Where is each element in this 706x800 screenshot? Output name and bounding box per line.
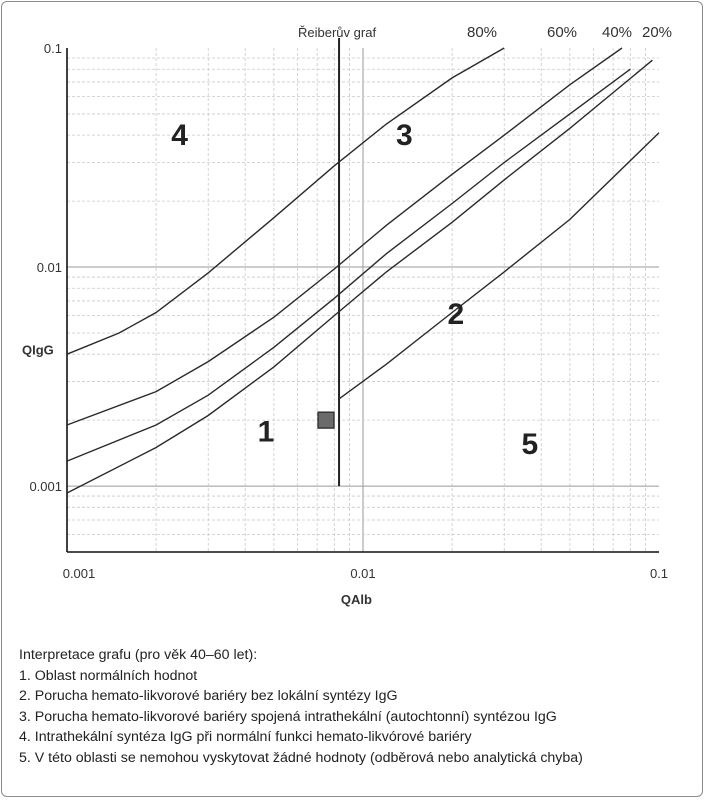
region-label-3: 3 [396, 119, 413, 153]
legend-item-5: 5. V této oblasti se nemohou vyskytovat žádné hodnoty (odběrová nebo analytická chyba) [19, 749, 583, 766]
interpretation-legend [19, 645, 699, 768]
legend-item-1: 1. Oblast normálních hodnot [19, 667, 198, 684]
y-tick-label: 0.01 [36, 260, 62, 276]
region-label-4: 4 [171, 119, 188, 153]
series-line-3 [67, 69, 630, 461]
series-label-2: 60% [546, 24, 578, 41]
sample-marker [318, 412, 334, 428]
y-tick-label: 0.001 [29, 479, 62, 495]
y-tick-label: 0.1 [43, 41, 62, 56]
region-label-1: 1 [257, 415, 275, 449]
series-label-3: 40% [601, 24, 633, 41]
legend-item-3: 3. Porucha hemato-likvorové bariéry spojená intrathekální (autochtonní) syntézou IgG [19, 708, 557, 725]
region-label-2: 2 [447, 297, 465, 331]
y-axis-label: QIgG [22, 342, 54, 358]
legend-item-2: 2. Porucha hemato-likvorové bariéry bez lokální syntézy IgG [19, 688, 398, 704]
series-line-5 [339, 133, 659, 399]
x-tick-label: 0.01 [350, 566, 376, 581]
chart-title: Řeiberův graf [298, 25, 377, 40]
series-label-1: 80% [466, 24, 498, 41]
legend-title: Interpretace grafu (pro věk 40–60 let): [19, 647, 258, 663]
region-label-5: 5 [521, 428, 539, 462]
x-tick-label: 0.001 [62, 566, 96, 581]
series-line-2 [67, 48, 622, 425]
x-tick-label: 0.1 [649, 566, 669, 581]
legend-item-4: 4. Intrathekální syntéza IgG při normální funkci hemato-likvórové bariéry [19, 729, 472, 745]
x-axis-label: QAlb [340, 592, 372, 607]
series-label-4: 20% [641, 24, 673, 41]
